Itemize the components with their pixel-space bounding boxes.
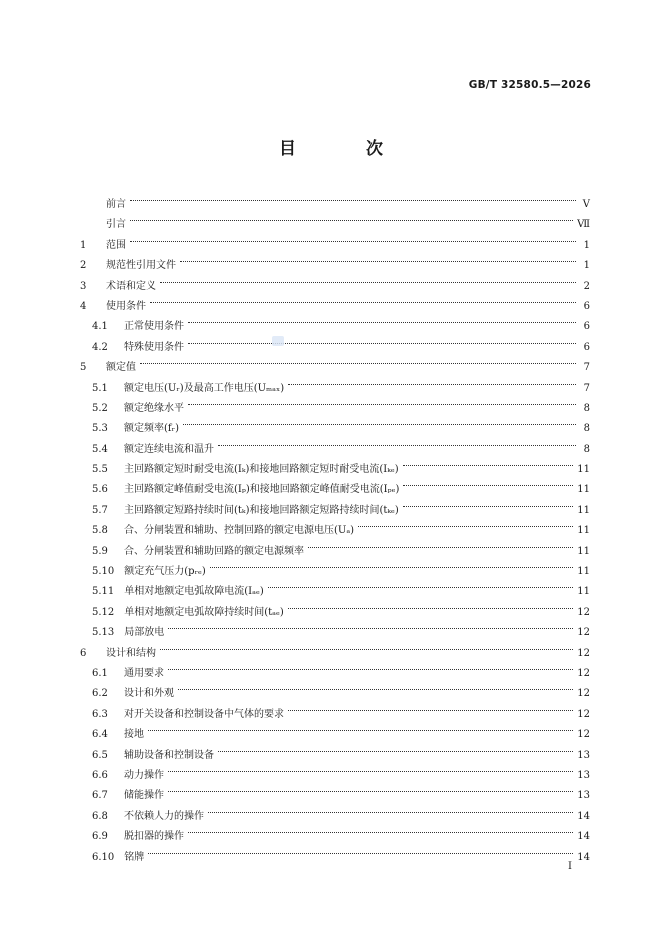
toc-entry[interactable] xyxy=(80,228,590,251)
toc-entry-title: 额定频率(fᵣ) xyxy=(124,423,179,435)
toc-entry-number: 5.8 xyxy=(92,525,108,537)
toc-entry-title: 前言 xyxy=(106,199,126,210)
toc-entry-page: 14 xyxy=(577,831,590,843)
toc-entry-page: 11 xyxy=(577,586,590,598)
toc-entry-page: 13 xyxy=(577,769,590,781)
dot-leader xyxy=(130,228,576,248)
toc-entry-page: 6 xyxy=(583,321,590,333)
toc-entry-page: 8 xyxy=(583,402,590,414)
toc-entry-page: 11 xyxy=(577,525,590,537)
toc-entry-page: 12 xyxy=(577,667,590,679)
toc-entry-number: 6 xyxy=(80,647,87,659)
toc-entry-number: 6.5 xyxy=(92,749,108,761)
toc-entry-number: 6.2 xyxy=(92,688,108,700)
dot-leader xyxy=(288,595,573,615)
dot-leader xyxy=(403,493,573,513)
toc-entry[interactable] xyxy=(80,656,590,679)
dot-leader xyxy=(168,758,573,778)
toc-entry-number: 1 xyxy=(80,239,87,251)
dot-leader xyxy=(308,534,573,554)
dot-leader xyxy=(140,350,576,370)
toc-entry-number: 5.4 xyxy=(92,443,108,455)
dot-leader xyxy=(188,309,576,329)
dot-leader xyxy=(160,269,576,289)
toc-entry-page: 7 xyxy=(583,382,590,394)
toc-entry-title: 额定充气压力(pᵣₑ) xyxy=(124,566,206,578)
toc-entry[interactable] xyxy=(80,207,590,231)
dot-leader xyxy=(188,819,573,839)
page-title: 目 次 xyxy=(279,139,415,159)
toc-entry-number: 5.12 xyxy=(92,606,115,618)
dot-leader xyxy=(358,513,573,533)
dot-leader xyxy=(403,452,574,472)
dot-leader xyxy=(218,432,576,452)
toc-entry-title: 术语和定义 xyxy=(106,280,156,292)
toc-entry-number: 6.3 xyxy=(92,708,108,720)
toc-entry-page: Ⅶ xyxy=(577,219,590,231)
toc-entry-title: 额定连续电流和温升 xyxy=(124,443,214,455)
toc-entry-page: 11 xyxy=(577,566,590,578)
toc-entry-number: 5.7 xyxy=(92,504,108,516)
toc-entry-page: 12 xyxy=(577,606,590,618)
selection-marker xyxy=(272,336,284,346)
toc-entry-title: 使用条件 xyxy=(106,300,146,312)
toc-entry-title: 设计和外观 xyxy=(124,688,174,700)
toc-entry-number: 5.3 xyxy=(92,423,108,435)
dot-leader xyxy=(218,738,573,758)
toc-entry-title: 通用要求 xyxy=(124,667,164,679)
toc-entry-title: 额定值 xyxy=(106,362,136,374)
toc-entry[interactable] xyxy=(80,738,590,761)
toc-entry-number: 5.6 xyxy=(92,484,108,496)
toc-entry-title: 主回路额定短时耐受电流(Iₖ)和接地回路额定短时耐受电流(Iₖₑ) xyxy=(124,464,399,476)
dot-leader xyxy=(148,840,573,860)
toc-entry-title: 储能操作 xyxy=(124,790,164,802)
dot-leader xyxy=(130,207,573,227)
dot-leader xyxy=(168,656,573,676)
toc-entry-title: 辅助设备和控制设备 xyxy=(124,749,214,761)
toc-entry-title: 设计和结构 xyxy=(106,647,156,659)
standard-number: GB/T 32580.5—2026 xyxy=(468,79,591,91)
toc-entry-number: 4.1 xyxy=(92,321,108,333)
toc-entry-title: 额定电压(Uᵣ)及最高工作电压(Uₘₐₓ) xyxy=(124,382,285,394)
dot-leader xyxy=(150,289,576,309)
dot-leader xyxy=(183,411,576,431)
dot-leader xyxy=(130,187,576,207)
toc-entry-number: 5.10 xyxy=(92,566,115,578)
toc-entry-title: 主回路额定短路持续时间(tₖ)和接地回路额定短路持续时间(tₖₑ) xyxy=(124,504,399,516)
toc-entry-number: 4.2 xyxy=(92,341,108,353)
toc-entry-title: 正常使用条件 xyxy=(124,321,184,333)
toc-entry-number: 5.11 xyxy=(92,586,115,598)
toc-entry-number: 5 xyxy=(80,362,87,374)
toc-entry-page: 11 xyxy=(577,464,590,476)
toc-entry-number: 6.4 xyxy=(92,729,108,741)
toc-entry-page: 1 xyxy=(583,239,590,251)
toc-entry-title: 对开关设备和控制设备中气体的要求 xyxy=(124,708,284,720)
toc-entry-number: 5.13 xyxy=(92,627,115,639)
toc-entry-number: 5.5 xyxy=(92,464,108,476)
toc-entry-number: 2 xyxy=(80,260,87,272)
toc-entry-number: 6.6 xyxy=(92,769,108,781)
toc-entry-title: 单相对地额定电弧故障持续时间(tₐₑ) xyxy=(124,606,284,618)
toc-entry-title: 规范性引用文件 xyxy=(106,260,176,272)
toc-entry-page: 8 xyxy=(583,443,590,455)
toc-entry-title: 合、分闸装置和辅助回路的额定电源频率 xyxy=(124,545,304,557)
toc-entry-title: 额定绝缘水平 xyxy=(124,402,184,414)
toc-entry-page: 6 xyxy=(583,341,590,353)
toc-entry-number: 6.9 xyxy=(92,831,108,843)
toc-entry-title: 接地 xyxy=(124,729,144,741)
toc-entry-number: 6.7 xyxy=(92,790,108,802)
dot-leader xyxy=(148,717,573,737)
toc-entry[interactable] xyxy=(80,840,590,863)
dot-leader xyxy=(168,778,573,798)
toc-entry[interactable] xyxy=(80,350,590,374)
toc-entry-page: 12 xyxy=(577,708,590,720)
dot-leader xyxy=(160,636,573,656)
dot-leader xyxy=(288,371,576,391)
toc-entry-page: 14 xyxy=(577,851,590,863)
toc-entry-title: 不依赖人力的操作 xyxy=(124,810,204,822)
toc-entry-page: 11 xyxy=(577,545,590,557)
dot-leader xyxy=(168,615,573,635)
toc-entry-page: 2 xyxy=(583,280,590,292)
toc-entry-number: 5.1 xyxy=(92,382,108,394)
dot-leader xyxy=(178,676,573,696)
toc-entry-page: 12 xyxy=(577,688,590,700)
toc-entry-page: 13 xyxy=(577,790,590,802)
toc-entry-page: 1 xyxy=(583,260,590,272)
dot-leader xyxy=(403,472,573,492)
toc-entry-number: 6.8 xyxy=(92,810,108,822)
toc-entry-title: 引言 xyxy=(106,219,126,231)
toc-entry[interactable] xyxy=(80,187,590,210)
toc-entry-title: 铭牌 xyxy=(124,851,145,863)
toc-entry-page: 8 xyxy=(583,423,590,435)
toc-entry-title: 动力操作 xyxy=(124,769,164,781)
toc-entry-page: 12 xyxy=(577,729,590,741)
toc-entry-page: Ⅴ xyxy=(582,199,590,210)
toc-entry-number: 3 xyxy=(80,280,87,292)
toc-entry-title: 合、分闸装置和辅助、控制回路的额定电源电压(Uₐ) xyxy=(124,525,355,537)
dot-leader xyxy=(288,697,573,717)
toc-entry-page: 6 xyxy=(583,300,590,312)
page-number: Ⅰ xyxy=(568,861,572,872)
toc-entry[interactable] xyxy=(80,289,590,312)
toc-entry-title: 范围 xyxy=(106,239,126,251)
toc-entry-number: 6.1 xyxy=(92,667,108,679)
toc-entry-title: 单相对地额定电弧故障电流(Iₐₑ) xyxy=(124,586,264,598)
dot-leader xyxy=(188,391,576,411)
toc-entry-title: 局部放电 xyxy=(124,627,165,639)
toc-entry-title: 特殊使用条件 xyxy=(124,341,184,353)
toc-entry-number: 6.10 xyxy=(92,851,115,863)
toc-entry[interactable] xyxy=(80,371,590,394)
dot-leader xyxy=(208,799,573,819)
toc-entry-page: 14 xyxy=(577,810,590,822)
toc-entry-page: 11 xyxy=(577,484,590,496)
toc-entry-page: 11 xyxy=(577,504,590,516)
toc-entry-title: 脱扣器的操作 xyxy=(124,831,184,843)
toc-entry[interactable] xyxy=(80,248,590,272)
table-of-contents xyxy=(80,187,590,863)
toc-entry[interactable] xyxy=(80,717,590,741)
toc-entry-page: 13 xyxy=(577,749,590,761)
dot-leader xyxy=(210,554,573,574)
toc-entry-page: 7 xyxy=(583,362,590,374)
toc-entry-number: 4 xyxy=(80,300,87,312)
dot-leader xyxy=(268,574,574,594)
toc-entry-page: 12 xyxy=(577,627,590,639)
dot-leader xyxy=(188,330,576,350)
toc-entry-title: 主回路额定峰值耐受电流(Iₚ)和接地回路额定峰值耐受电流(Iₚₑ) xyxy=(124,484,400,496)
toc-entry-number: 5.9 xyxy=(92,545,108,557)
dot-leader xyxy=(180,248,576,268)
toc-entry-page: 12 xyxy=(577,647,590,659)
toc-entry[interactable] xyxy=(80,309,590,333)
toc-entry-number: 5.2 xyxy=(92,402,108,414)
